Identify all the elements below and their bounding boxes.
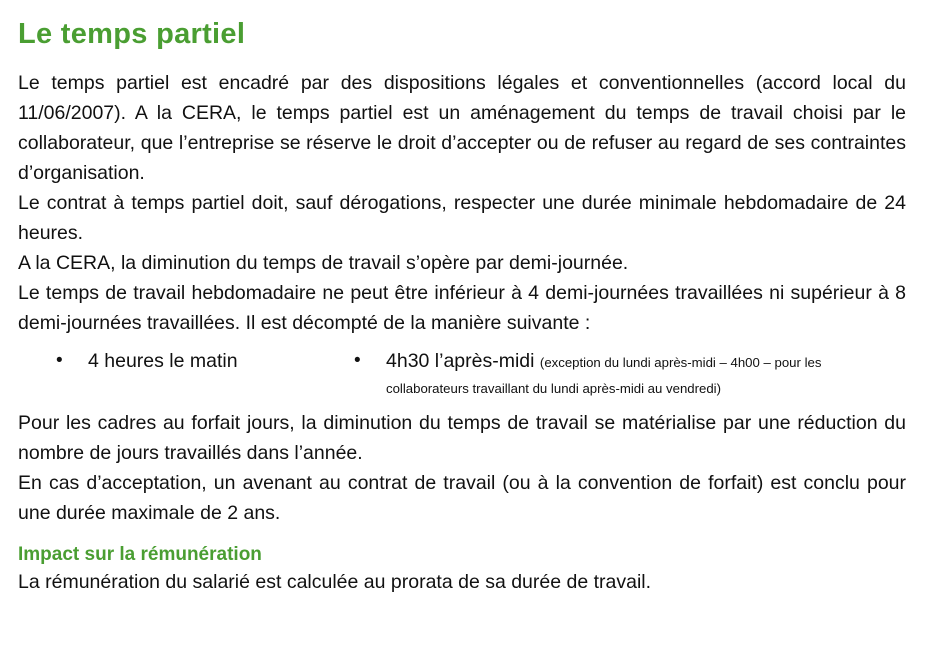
page-title: Le temps partiel	[18, 18, 246, 50]
paragraph-weekly-limits: Le temps de travail hebdomadaire ne peut être inférieur à 4 demi-journées travaillées ni supérieur à 8 demi-journées travaillées. Il est décompté de la manière suivante :	[18, 282, 906, 334]
bullet-text-morning: 4 heures le matin	[88, 350, 238, 372]
bullet-list	[18, 348, 906, 400]
intro-block	[18, 68, 906, 338]
forfait-block	[18, 408, 906, 528]
bullet-item-afternoon	[354, 348, 906, 400]
paragraph-avenant: En cas d’acceptation, un avenant au contrat de travail (ou à la convention de forfait) est conclu pour une durée maximale de 2 ans.	[18, 472, 906, 524]
bullet-item-morning	[18, 348, 354, 400]
document-page	[18, 16, 906, 596]
bullet-text-afternoon: 4h30 l’après-midi	[386, 350, 535, 372]
bullet-marker: •	[354, 350, 361, 371]
paragraph-cadres-forfait: Pour les cadres au forfait jours, la diminution du temps de travail se matérialise par une réduction du nombre de jours travaillés dans l’année.	[18, 412, 906, 464]
impact-heading: Impact sur la rémunération	[18, 544, 262, 565]
paragraph-half-day: A la CERA, la diminution du temps de travail s’opère par demi-journée.	[18, 252, 629, 274]
paragraph-legal-framework: Le temps partiel est encadré par des dispositions légales et conventionnelles (accord local du 11/06/2007). A la CERA, le temps partiel est un aménagement du temps de travail choisi par le collaborateur, que l’entreprise se réserve le droit d’accepter ou de refuser au regard de ses contraintes d’organisation.	[18, 72, 906, 184]
impact-text: La rémunération du salarié est calculée au prorata de sa durée de travail.	[18, 571, 652, 593]
bullet-marker: •	[56, 350, 63, 371]
bullet-text-afternoon-wrap	[386, 348, 906, 400]
paragraph-minimum-duration: Le contrat à temps partiel doit, sauf dérogations, respecter une durée minimale hebdomadaire de 24 heures.	[18, 192, 906, 244]
bullet-note-afternoon: (exception du lundi après-midi – 4h00 – pour les collaborateurs travaillant du lundi après-midi au vendredi)	[386, 355, 822, 396]
